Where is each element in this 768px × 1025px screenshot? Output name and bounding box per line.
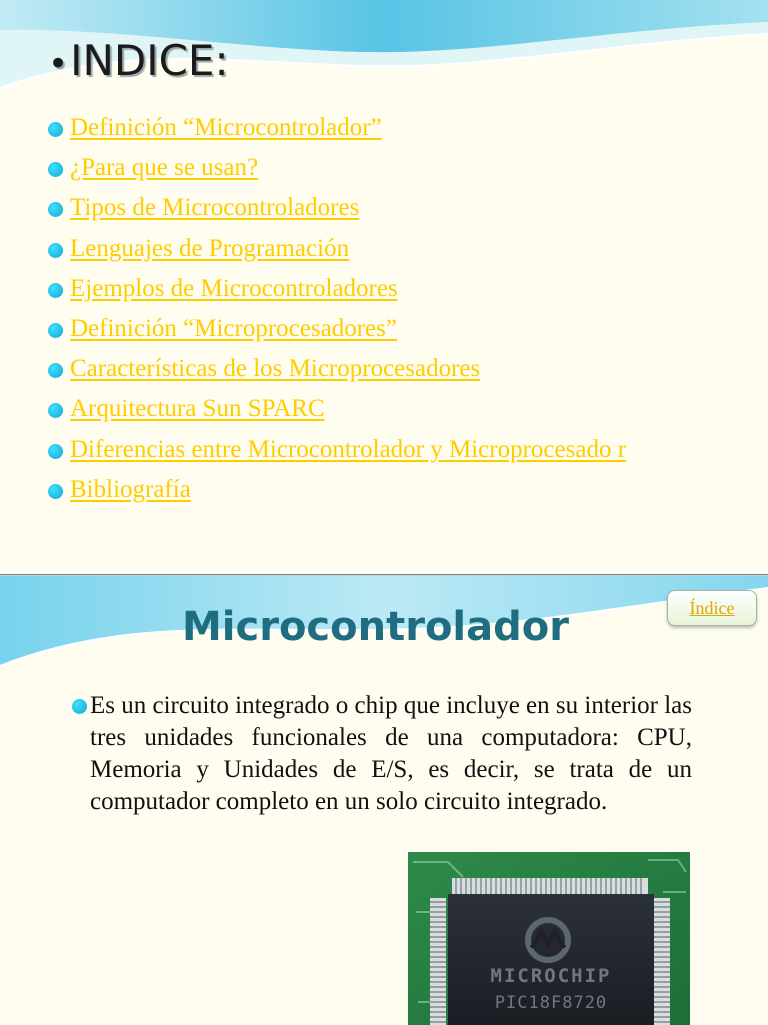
bullet-dot-icon — [48, 323, 63, 338]
bullet-dot-icon — [48, 243, 63, 258]
bullet-dot-icon — [48, 122, 63, 137]
toc-item — [48, 476, 720, 504]
microchip-photo — [408, 852, 690, 1025]
toc-item — [48, 154, 720, 182]
toc-link-caracteristicas[interactable]: Características de los Microprocesadores — [70, 355, 481, 383]
toc-item — [48, 395, 720, 423]
toc-link-diferencias[interactable]: Diferencias entre Microcontrolador y Microprocesado r — [70, 435, 627, 463]
chip-model-text: PIC18F8720 — [494, 993, 608, 1013]
bullet-dot-icon — [48, 162, 63, 177]
index-title-text: INDICE: — [70, 36, 229, 85]
definition-paragraph: Es un circuito integrado o chip que incluye en su interior las tres unidades funcionales de una computadora: CPU, Memoria y Unidades de E/S, es decir, se trata de un computador completo en un solo circuito integrado. — [90, 692, 692, 815]
toc-link-ejemplos[interactable]: Ejemplos de Microcontroladores — [70, 274, 398, 302]
toc-item — [48, 355, 720, 383]
toc-item — [48, 315, 720, 343]
title-bullet: • — [48, 44, 69, 84]
toc-item — [48, 114, 720, 142]
toc-link-lenguajes[interactable]: Lenguajes de Programación — [70, 234, 350, 262]
toc-item — [48, 235, 720, 263]
toc-link-tipos[interactable]: Tipos de Microcontroladores — [70, 194, 360, 222]
toc-link-arquitectura[interactable]: Arquitectura Sun SPARC — [70, 395, 325, 423]
bullet-dot-icon — [48, 444, 63, 459]
toc-link-para-que-se-usan[interactable]: ¿Para que se usan? — [70, 154, 259, 182]
bullet-dot-icon — [48, 403, 63, 418]
index-button[interactable] — [667, 590, 757, 626]
slide-title: Microcontrolador — [182, 604, 569, 650]
bullet-dot-icon — [48, 283, 63, 298]
bullet-dot-icon — [48, 363, 63, 378]
bullet-dot-icon — [48, 202, 63, 217]
toc-link-definicion-microcontrolador[interactable]: Definición “Microcontrolador” — [70, 114, 382, 141]
microcontrolador-slide — [0, 575, 768, 1025]
toc-item — [48, 194, 720, 222]
chip-brand-text: MICROCHIP — [490, 965, 612, 987]
bullet-dot-icon — [72, 699, 87, 714]
toc-link-definicion-microprocesadores[interactable]: Definición “Microprocesadores” — [70, 314, 397, 342]
index-button-label: Índice — [689, 597, 735, 618]
index-title — [48, 36, 229, 85]
toc-link-bibliografia[interactable]: Bibliografía — [70, 475, 191, 503]
table-of-contents — [48, 114, 720, 516]
bullet-dot-icon — [48, 484, 63, 499]
toc-item — [48, 275, 720, 303]
toc-item — [48, 436, 720, 464]
